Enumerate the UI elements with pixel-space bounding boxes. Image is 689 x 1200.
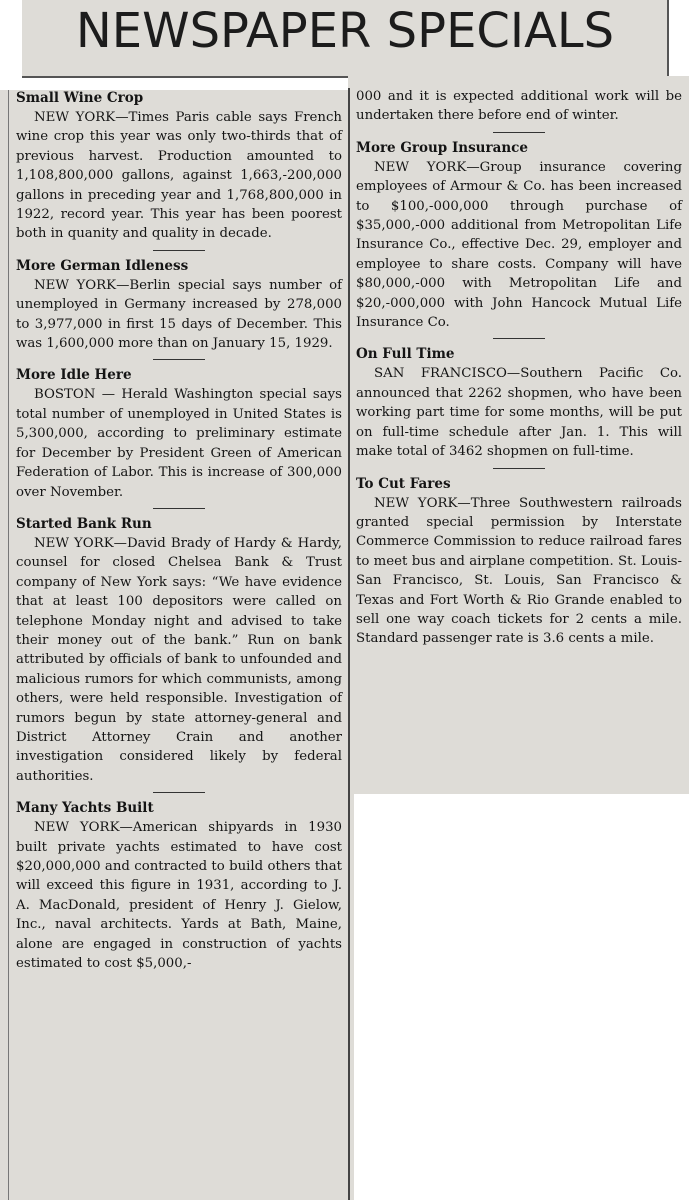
right-column <box>356 87 682 649</box>
masthead-title: NEWSPAPER SPECIALS <box>75 3 615 59</box>
article-continuation <box>356 87 682 126</box>
article-on-full-time <box>356 344 682 461</box>
left-column <box>16 88 342 973</box>
article-separator <box>493 338 545 339</box>
article-headline: On Full Time <box>356 346 455 363</box>
article-headline: Many Yachts Built <box>16 800 154 817</box>
article-separator <box>153 359 205 360</box>
article-body: 000 and it is expected additional work will be undertaken there before end of winter. <box>356 89 682 124</box>
article-body: NEW YORK—David Brady of Hardy & Hardy, counsel for closed Chelsea Bank & Trust company of New York says: “We have evidence that at least 100 depositors were called on telephone Monday night and advised to take their money out of the bank.” Run on bank attributed by officials of bank to unfounded and malicious rumors for which communists, among others, were held responsible. Investigation of rumors begun by state attorney-general and District Attorney Crain and another investigation considered likely by federal authorities. <box>16 535 342 784</box>
article-headline: More Group Insurance <box>356 139 528 156</box>
article-more-german-idleness <box>16 256 342 354</box>
article-more-idle-here <box>16 365 342 501</box>
article-small-wine-crop <box>16 88 342 244</box>
article-body: NEW YORK—American shipyards in 1930 built private yachts estimated to have cost $20,000,000 and contracted to build others that will exceed this figure in 1931, according to J. A. MacDonald, president of Henry J. Gielow, Inc., naval architects. Yards at Bath, Maine, alone are engaged in construction of yachts estimated to cost $5,000,- <box>16 820 342 972</box>
article-separator <box>153 792 205 793</box>
article-headline: More Idle Here <box>16 367 132 384</box>
article-separator <box>493 132 545 133</box>
article-many-yachts-built <box>16 798 342 973</box>
article-separator <box>153 508 205 509</box>
article-headline: More German Idleness <box>16 257 189 274</box>
article-separator <box>493 468 545 469</box>
article-to-cut-fares <box>356 474 682 649</box>
article-headline: Small Wine Crop <box>16 90 144 106</box>
article-more-group-insurance <box>356 138 682 333</box>
article-headline: To Cut Fares <box>356 475 451 492</box>
article-body: BOSTON — Herald Washington special says total number of unemployed in United States is 5,300,000, according to preliminary estimate for December by President Green of American Federation of Labor. This is increase of 300,000 over November. <box>16 387 342 500</box>
article-body: NEW YORK—Three Southwestern railroads granted special permission by Interstate Commerce Commission to reduce railroad fares to meet bus and airplane competition. St. Louis-San Francisco, St. Louis, San Francisco & Texas and Fort Worth & Rio Grande enabled to sell one way coach tickets for 2 cents a mile. Standard passenger rate is 3.6 cents a mile. <box>356 495 682 647</box>
article-body: SAN FRANCISCO—Southern Pacific Co. announced that 2262 shopmen, who have been working part time for some months, will be put on full-time schedule after Jan. 1. This will make total of 3462 shopmen on full-time. <box>356 366 682 460</box>
article-headline: Started Bank Run <box>16 515 152 532</box>
article-body: NEW YORK—Berlin special says number of unemployed in Germany increased by 278,000 to 3,977,000 in first 15 days of December. This was 1,600,000 more than on January 15, 1929. <box>16 277 342 352</box>
article-body: NEW YORK—Times Paris cable says French wine crop this year was only two-thirds that of previous harvest. Production amounted to 1,108,800,000 gallons, against 1,663,-200,000 gallons in preceding year and 1,768,800,000 in 1922, record year. This year has been poorest both in quanity and quality in decade. <box>16 110 342 242</box>
left-edge-rule <box>8 90 9 1200</box>
column-rule <box>348 88 350 1200</box>
article-body: NEW YORK—Group insurance covering employees of Armour & Co. has been increased to $100,-000,000 through purchase of $35,000,-000 additional from Metropolitan Life Insurance Co., effective Dec. 29, employer and employee to share costs. Company will have $80,000,-000 with Metropolitan Life and $20,-000,000 with John Hancock Mutual Life Insurance Co. <box>356 159 682 331</box>
article-separator <box>153 250 205 251</box>
article-started-bank-run <box>16 514 342 786</box>
